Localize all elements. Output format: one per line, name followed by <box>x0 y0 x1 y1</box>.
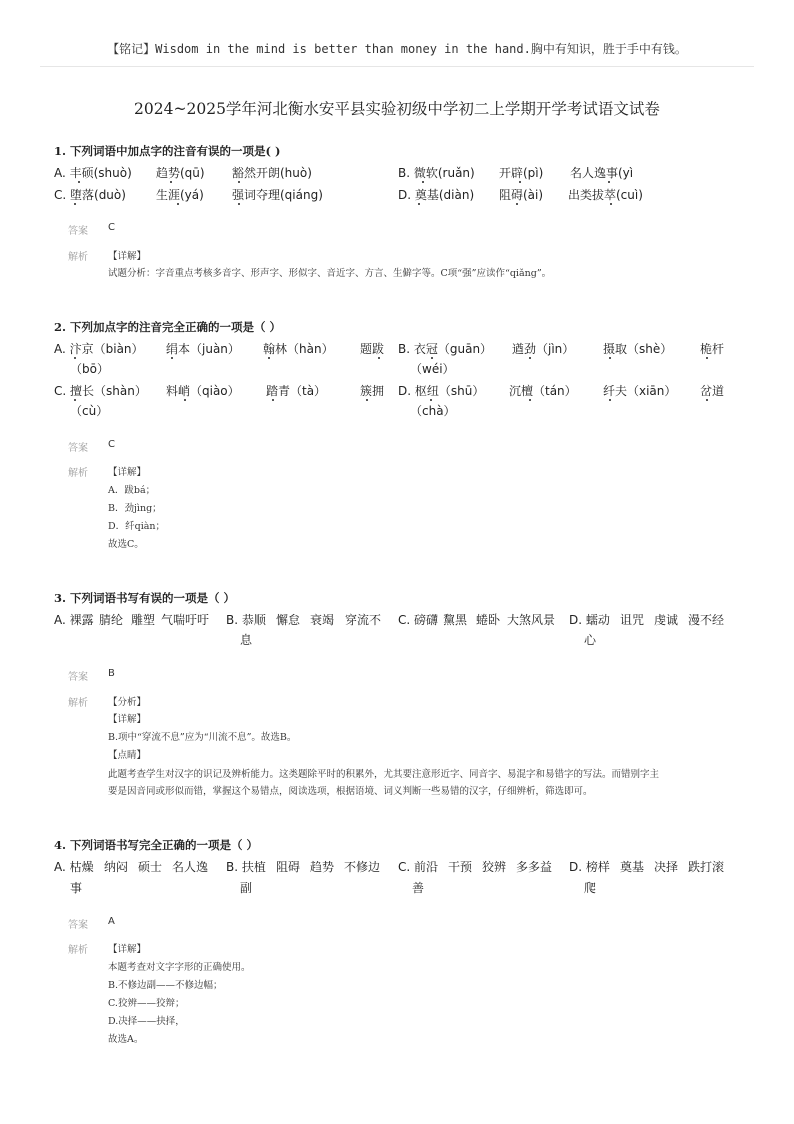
option-c-word-4-cont: 善 <box>412 881 425 895</box>
answer-value: C <box>108 222 115 233</box>
option-d-word-1[interactable]: D. 枢纽（shū） <box>398 384 485 398</box>
emphasis-dot <box>609 357 611 359</box>
emphasis-dot <box>74 357 76 359</box>
emphasis-dot <box>422 181 424 183</box>
emphasis-dot <box>418 203 420 205</box>
analysis-label: 解析 <box>68 468 88 479</box>
question-stem: 2. 下列加点字的注音完全正确的一项是（ ） <box>54 320 282 334</box>
option-b-word-3[interactable]: 名人逸事(yì <box>570 166 634 180</box>
option-b-word-4[interactable]: 桅杆 <box>700 342 725 356</box>
explanation-line: 【详解】 <box>108 467 147 478</box>
option-b-word-3[interactable]: 摄取（shè） <box>603 342 673 356</box>
emphasis-dot <box>238 181 240 183</box>
option-d-word-2[interactable]: 沉檀（tán） <box>509 384 577 398</box>
option-b-word-4[interactable]: 不修边 <box>344 860 381 874</box>
emphasis-dot <box>171 357 173 359</box>
explanation-line: 【详解】 <box>108 944 147 955</box>
option-a-word-3[interactable]: 翰林（hàn） <box>263 342 334 356</box>
option-a-word-4-cont: 事 <box>70 881 83 895</box>
emphasis-dot <box>529 399 531 401</box>
option-c-word-3[interactable]: 强词夺理(qiáng) <box>232 188 323 202</box>
page-title: 2024~2025学年河北衡水安平县实验初级中学初二上学期开学考试语文试卷 <box>134 100 660 118</box>
emphasis-dot <box>706 357 708 359</box>
option-a-word-1[interactable]: A. 枯燥 <box>54 860 94 874</box>
answer-value: A <box>108 916 115 927</box>
option-d-word-4-cont: 爬 <box>584 881 597 895</box>
option-d-word-1[interactable]: D. 榜样 <box>569 860 610 874</box>
explanation-line: 本题考查对文字字形的正确使用。 <box>108 962 251 973</box>
emphasis-dot <box>78 181 80 183</box>
option-c-word-4[interactable]: 多多益 <box>516 860 553 874</box>
explanation-line: B.项中“穿流不息”应为“川流不息”。故选B。 <box>108 732 297 743</box>
option-a-word-1[interactable]: A. 汴京（biàn） <box>54 342 144 356</box>
option-d-word-4[interactable]: 漫不经 <box>688 613 725 627</box>
option-a-word-2[interactable]: 绢本（juàn） <box>166 342 240 356</box>
explanation-line: B．劲jìng； <box>108 503 162 514</box>
option-a-word-3[interactable]: 豁然开朗(huò) <box>232 166 312 180</box>
emphasis-dot <box>366 399 368 401</box>
option-a-word-4[interactable]: 题跋 <box>360 342 385 356</box>
emphasis-dot <box>519 181 521 183</box>
question-stem: 4. 下列词语书写完全正确的一项是（ ） <box>54 838 259 852</box>
option-c-word-1[interactable]: C. 前沿 <box>398 860 439 874</box>
emphasis-dot <box>609 399 611 401</box>
emphasis-dot <box>529 357 531 359</box>
option-b-word-2[interactable]: 遒劲（jìn） <box>512 342 575 356</box>
emphasis-dot <box>706 399 708 401</box>
answer-value: B <box>108 668 115 679</box>
explanation-line: 此题考查学生对汉字的识记及辨析能力。这类题除平时的积累外，尤其要注意形近字、同音字、易混字和易错字的写法。而错别字主 <box>108 769 660 780</box>
option-c-word-3[interactable]: 蜷卧 <box>476 613 501 627</box>
explanation-line: D．纤qiàn； <box>108 521 166 532</box>
option-c-word-4[interactable]: 大煞风景 <box>507 613 556 627</box>
emphasis-dot <box>610 203 612 205</box>
option-a-word-2[interactable]: 腈纶 <box>99 613 124 627</box>
option-d-word-3[interactable]: 决择 <box>654 860 679 874</box>
option-c-word-4-cont: （cù） <box>70 404 109 418</box>
explanation-line: 【详解】 <box>108 714 147 725</box>
emphasis-dot <box>268 357 270 359</box>
emphasis-dot <box>431 357 433 359</box>
option-c-word-3[interactable]: 狡辨 <box>482 860 507 874</box>
option-b-word-4-cont: （wéi） <box>410 362 455 376</box>
option-b-word-3[interactable]: 衰竭 <box>310 613 335 627</box>
analysis-label: 解析 <box>68 252 88 263</box>
option-d-word-4-cont: 心 <box>584 633 597 647</box>
answer-label: 答案 <box>68 672 88 683</box>
explanation-line: 故选C。 <box>108 539 144 550</box>
option-b-word-3[interactable]: 趋势 <box>310 860 335 874</box>
emphasis-dot <box>516 203 518 205</box>
explanation-line: B.不修边副——不修边幅； <box>108 980 223 991</box>
option-b-word-1[interactable]: B. 衣冠（guān） <box>398 342 493 356</box>
option-d-word-3[interactable]: 纤夫（xiān） <box>603 384 677 398</box>
option-d-word-2[interactable]: 诅咒 <box>620 613 645 627</box>
option-a-word-4[interactable]: 气喘吁吁 <box>161 613 210 627</box>
option-d-word-4[interactable]: 跌打滚 <box>688 860 725 874</box>
answer-label: 答案 <box>68 226 88 237</box>
emphasis-dot <box>430 399 432 401</box>
explanation-line: 故选A。 <box>108 1034 144 1045</box>
question-stem: 1. 下列词语中加点字的注音有误的一项是( ) <box>54 144 281 158</box>
option-d-word-2[interactable]: 奠基 <box>620 860 645 874</box>
option-c-word-1[interactable]: C. 堕落(duò) <box>54 188 126 202</box>
emphasis-dot <box>170 181 172 183</box>
option-c-word-2[interactable]: 生涯(yá) <box>156 188 204 202</box>
option-d-word-4-cont: （chà） <box>410 404 456 418</box>
option-b-word-4-cont: 息 <box>240 633 253 647</box>
option-c-word-2[interactable]: 料峭（qiào） <box>166 384 240 398</box>
option-d-word-2[interactable]: 阻碍(ài) <box>499 188 544 202</box>
explanation-line: 【详解】 <box>108 251 147 262</box>
option-a-word-3[interactable]: 硕士 <box>138 860 163 874</box>
option-b-word-1[interactable]: B. 恭顺 <box>226 613 266 627</box>
option-c-word-1[interactable]: C. 磅礴 <box>398 613 439 627</box>
emphasis-dot <box>74 203 76 205</box>
option-a-word-3[interactable]: 雕塑 <box>131 613 156 627</box>
option-b-word-2[interactable]: 懈怠 <box>276 613 301 627</box>
emphasis-dot <box>177 203 179 205</box>
emphasis-dot <box>378 357 380 359</box>
option-a-word-1[interactable]: A. 裸露 <box>54 613 94 627</box>
question-stem: 3. 下列词语书写有误的一项是（ ） <box>54 591 236 605</box>
answer-label: 答案 <box>68 443 88 454</box>
explanation-line: 【分析】 <box>108 697 147 708</box>
explanation-line: 要是因音同或形似而错，掌握这个易错点，阅读选项，根据语境、词义判断一些易错的汉字，仔细辨析，筛选即可。 <box>108 786 593 797</box>
option-d-word-1[interactable]: D. 蠕动 <box>569 613 610 627</box>
explanation-line: C.狡辨——狡辩； <box>108 998 185 1009</box>
emphasis-dot <box>608 181 610 183</box>
option-b-word-4[interactable]: 穿流不 <box>345 613 382 627</box>
explanation-line: D.决择——抉择， <box>108 1016 185 1027</box>
header-divider <box>40 66 754 67</box>
option-a-word-4-cont: （bō） <box>70 362 109 376</box>
option-b-word-2[interactable]: 开辟(pì) <box>499 166 544 180</box>
explanation-line: 【点睛】 <box>108 750 147 761</box>
emphasis-dot <box>272 399 274 401</box>
explanation-line: A．跋bá； <box>108 485 156 496</box>
analysis-label: 解析 <box>68 945 88 956</box>
option-c-word-1[interactable]: C. 擅长（shàn） <box>54 384 147 398</box>
explanation-line: 试题分析：字音重点考核多音字、形声字、形似字、音近字、方言、生僻字等。C项“强”应读作“qiǎng”。 <box>108 268 552 279</box>
option-c-word-2[interactable]: 黧黑 <box>443 613 468 627</box>
option-a-word-2[interactable]: 趋势(qū) <box>156 166 205 180</box>
option-c-word-2[interactable]: 干预 <box>448 860 473 874</box>
option-c-word-4[interactable]: 簇拥 <box>360 384 385 398</box>
analysis-label: 解析 <box>68 698 88 709</box>
option-b-word-4-cont: 副 <box>240 881 253 895</box>
option-d-word-3[interactable]: 出类拔萃(cuì) <box>568 188 643 202</box>
answer-value: C <box>108 439 115 450</box>
option-b-word-1[interactable]: B. 微软(ruǎn) <box>398 166 475 180</box>
answer-label: 答案 <box>68 920 88 931</box>
option-d-word-4[interactable]: 岔道 <box>700 384 725 398</box>
option-d-word-1[interactable]: D. 奠基(diàn) <box>398 188 475 202</box>
option-d-word-3[interactable]: 虔诚 <box>654 613 679 627</box>
emphasis-dot <box>74 399 76 401</box>
option-a-word-1[interactable]: A. 丰硕(shuò) <box>54 166 132 180</box>
option-a-word-4[interactable]: 名人逸 <box>172 860 209 874</box>
option-b-word-2[interactable]: 阻碍 <box>276 860 301 874</box>
emphasis-dot <box>238 203 240 205</box>
option-b-word-1[interactable]: B. 扶植 <box>226 860 266 874</box>
motto-header: 【铭记】Wisdom in the mind is better than money in the hand.胸中有知识，胜于手中有钱。 <box>107 42 687 56</box>
option-a-word-2[interactable]: 纳闷 <box>104 860 129 874</box>
option-c-word-3[interactable]: 踏青（tà） <box>266 384 327 398</box>
emphasis-dot <box>184 399 186 401</box>
